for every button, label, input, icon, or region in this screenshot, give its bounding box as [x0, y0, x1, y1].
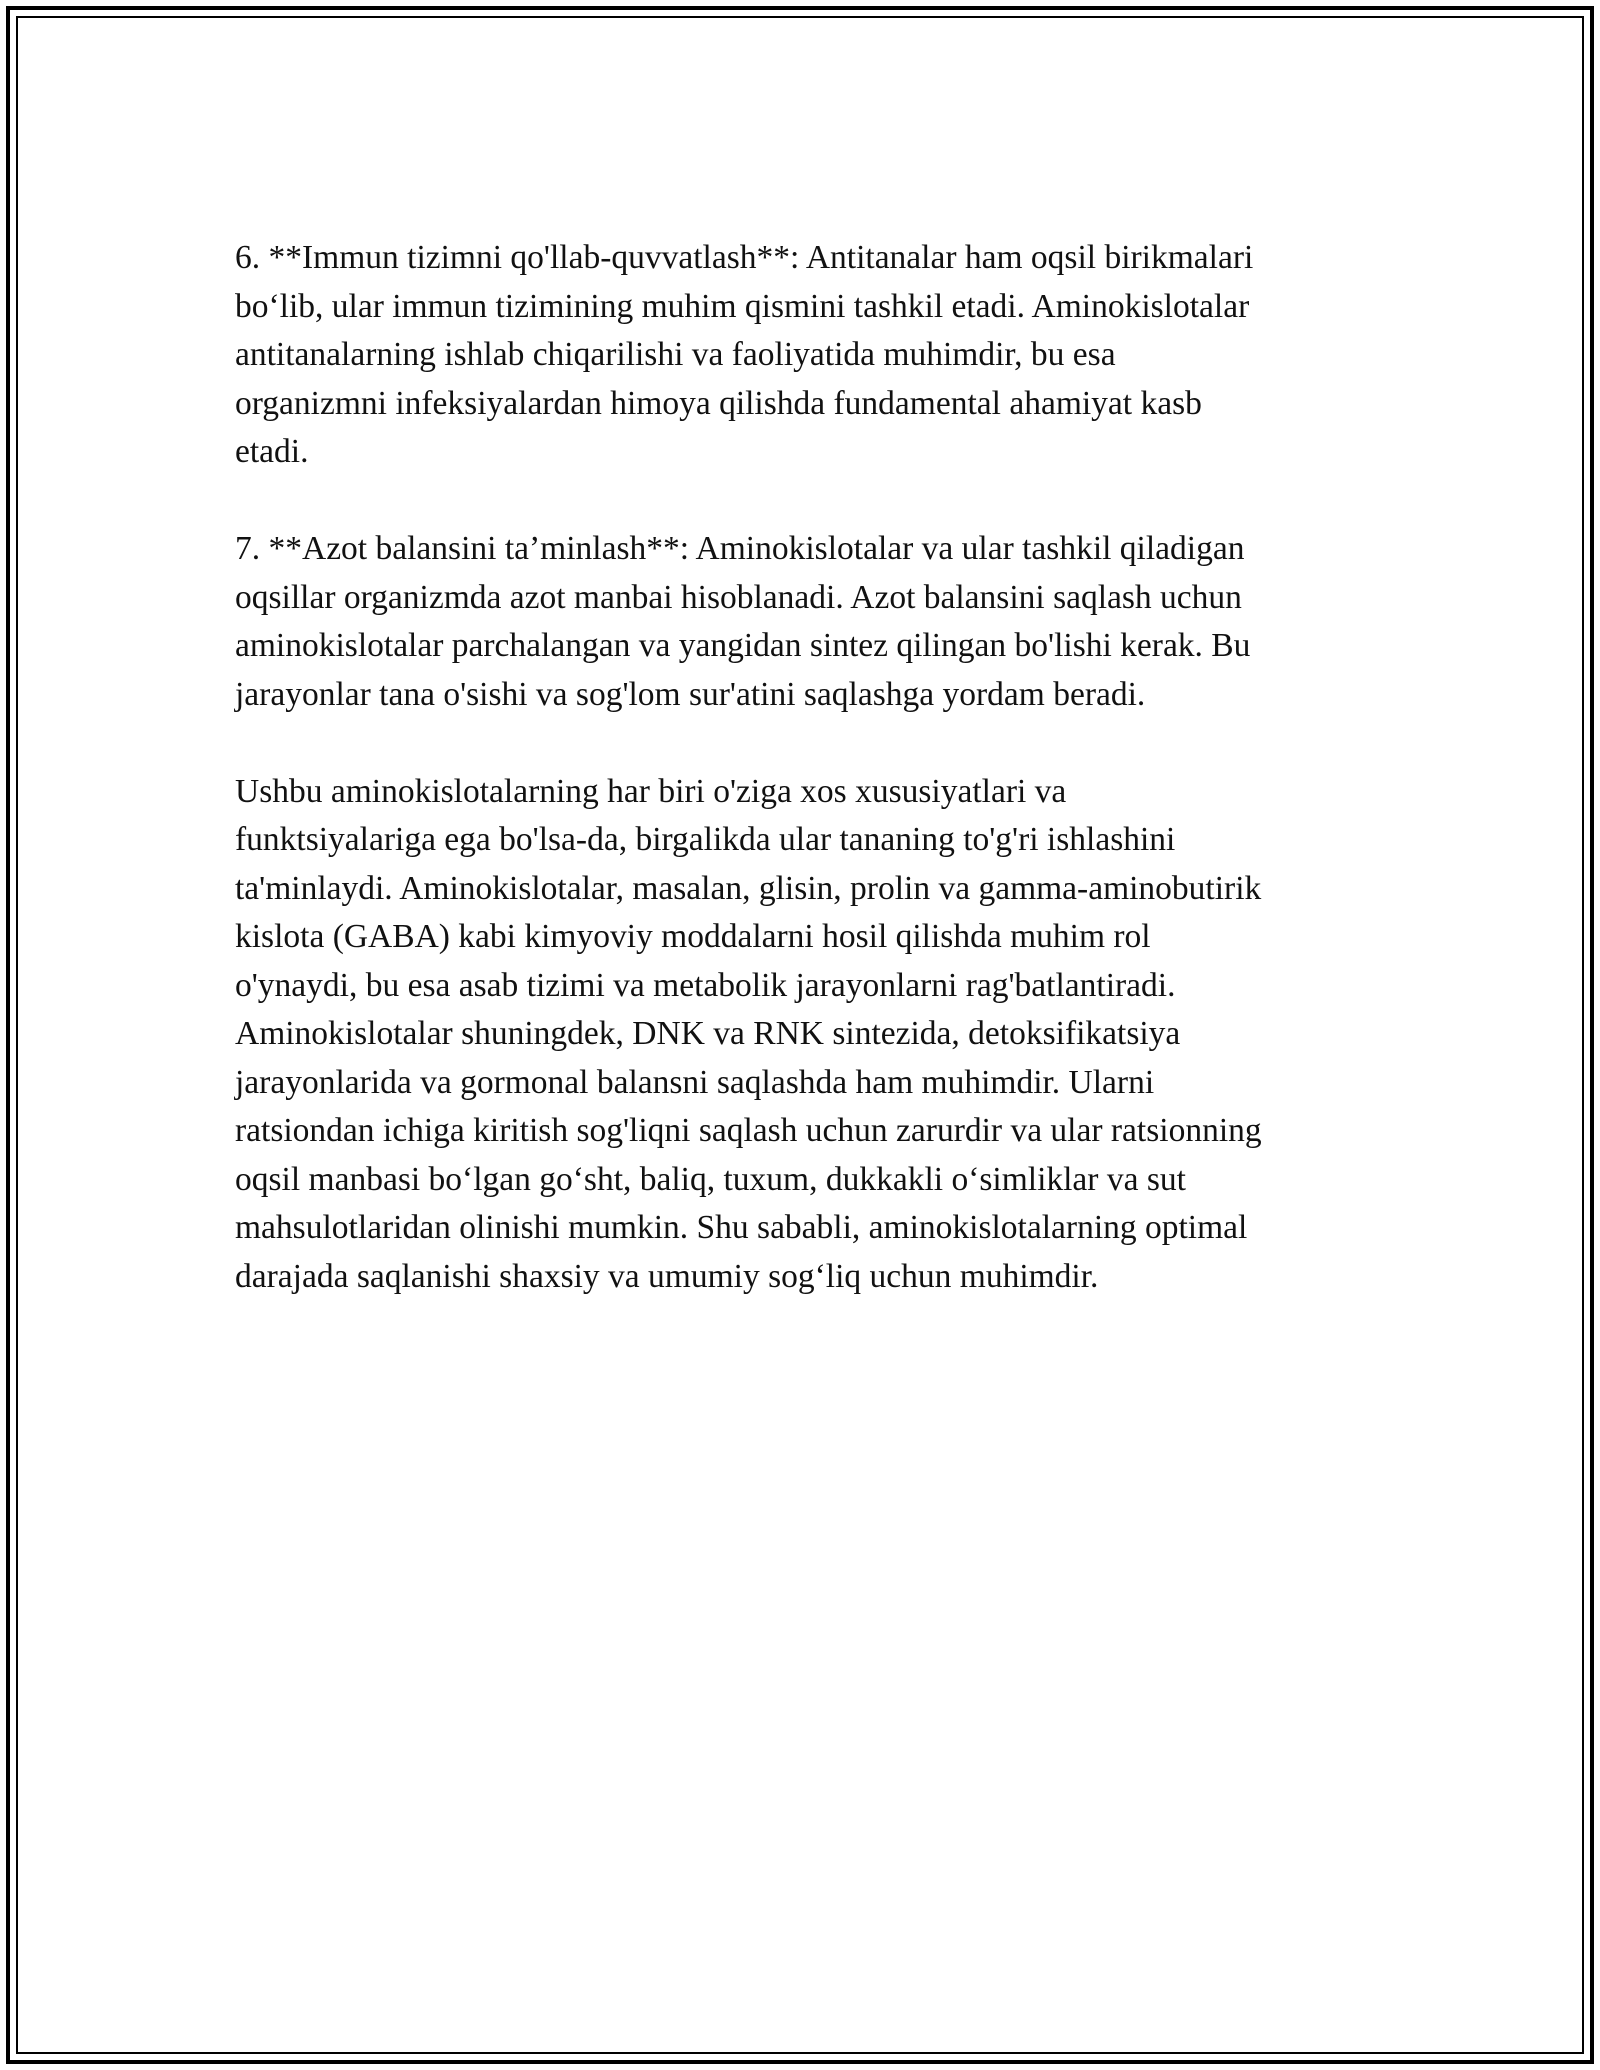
text-line: 7. **Azot balansini ta’minlash**: Aminokislotalar va ular tashkil qiladigan: [235, 530, 1245, 567]
text-line: ratsiondan ichiga kiritish sog'liqni saqlash uchun zarurdir va ular ratsionning: [235, 1112, 1262, 1149]
text-line: mahsulotlaridan olinishi mumkin. Shu sababli, aminokislotalarning optimal: [235, 1209, 1248, 1246]
text-line: jarayonlarida va gormonal balansni saqlashda ham muhimdir. Ularni: [235, 1063, 1155, 1101]
document-body: [235, 234, 1365, 1350]
paragraph-immune-support: [235, 234, 1365, 477]
text-line: oqsil manbasi bo‘lgan go‘sht, baliq, tuxum, dukkakli o‘simliklar va sut: [235, 1160, 1186, 1198]
text-line: 6. **Immun tizimni qo'llab-quvvatlash**: Antitanalar ham oqsil birikmalari: [235, 239, 1254, 276]
text-line: Aminokislotalar shuningdek, DNK va RNK sintezida, detoksifikatsiya: [235, 1015, 1181, 1052]
text-line: antitanalarning ishlab chiqarilishi va faoliyatida muhimdir, bu esa: [235, 336, 1116, 373]
text-line: Ushbu aminokislotalarning har biri o'ziga xos xususiyatlari va: [235, 772, 1067, 810]
paragraph-summary: [235, 768, 1365, 1302]
text-line: o'ynaydi, bu esa asab tizimi va metabolik jarayonlarni rag'batlantiradi.: [235, 966, 1176, 1004]
paragraph-nitrogen-balance: [235, 525, 1365, 719]
text-line: kislota (GABA) kabi kimyoviy moddalarni hosil qilishda muhim rol: [235, 918, 1151, 955]
text-line: organizmni infeksiyalardan himoya qilishda fundamental ahamiyat kasb: [235, 384, 1202, 422]
text-line: bo‘lib, ular immun tizimining muhim qismini tashkil etadi. Aminokislotalar: [235, 287, 1250, 325]
text-line: oqsillar organizmda azot manbai hisoblanadi. Azot balansini saqlash uchun: [235, 578, 1242, 616]
text-line: aminokislotalar parchalangan va yangidan sintez qilingan bo'lishi kerak. Bu: [235, 627, 1251, 664]
text-line: darajada saqlanishi shaxsiy va umumiy sog‘liq uchun muhimdir.: [235, 1257, 1099, 1295]
text-line: ta'minlaydi. Aminokislotalar, masalan, glisin, prolin va gamma-aminobutirik: [235, 869, 1262, 907]
text-line: jarayonlar tana o'sishi va sog'lom sur'atini saqlashga yordam beradi.: [235, 675, 1146, 713]
text-line: funktsiyalariga ega bo'lsa-da, birgalikda ular tananing to'g'ri ishlashini: [235, 821, 1176, 858]
text-line: etadi.: [235, 433, 309, 470]
